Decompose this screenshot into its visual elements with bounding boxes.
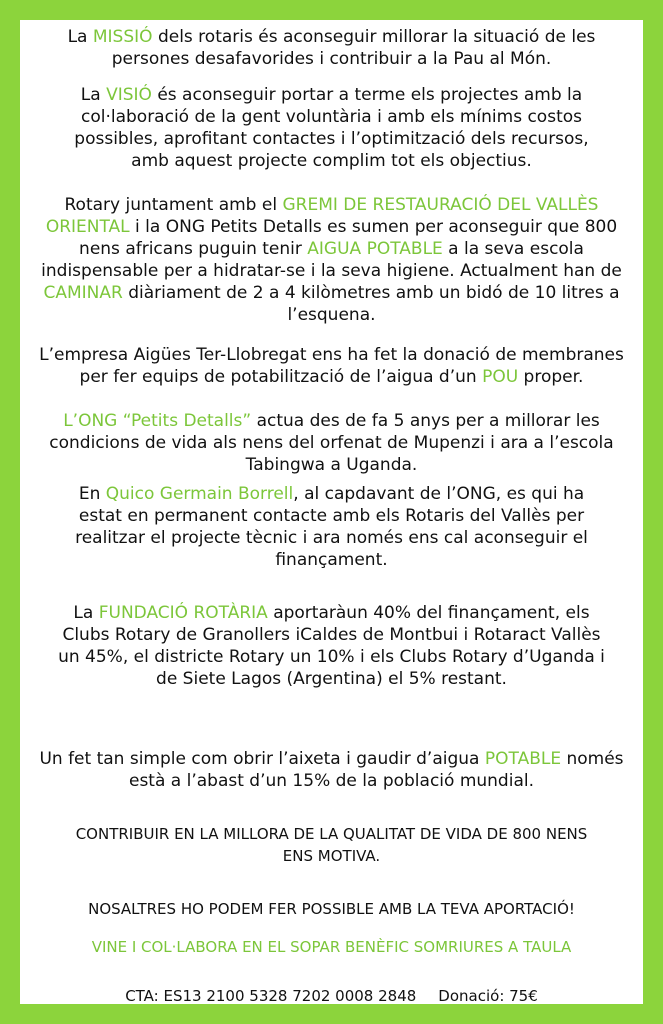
- water-text: Un fet tan simple com obrir l’aixeta i gaudir d’aigua: [39, 749, 485, 769]
- water-paragraph: [28, 748, 635, 792]
- vision-highlight: VISIÓ: [106, 85, 152, 105]
- possible-heading: NOSALTRES HO PODEM FER POSSIBLE AMB LA TEVA APORTACIÓ!: [88, 900, 575, 918]
- mission-text: La: [67, 27, 93, 47]
- gremi-highlight: GREMI DE RESTAURACIÓ DEL VALLÈS ORIENTAL: [45, 195, 599, 237]
- quico-text: En: [78, 484, 106, 504]
- project-text-3: a la seva escola indispensable per a hidratar-se i la seva higiene. Actualment han de: [41, 239, 622, 281]
- donation-paragraph: [30, 344, 633, 388]
- donation-text-end: proper.: [518, 367, 584, 387]
- aigua-potable-highlight: AIGUA POTABLE: [307, 239, 443, 259]
- quico-paragraph: [56, 483, 607, 571]
- mission-text-end: dels rotaris és aconseguir millorar la situació de les persones desafavorides i contribuir a la Pau al Món.: [111, 27, 596, 69]
- mission-highlight: MISSIÓ: [92, 27, 153, 47]
- quico-text-end: , al capdavant de l’ONG, es qui ha estat en permanent contacte amb els Rotaris del Vallès per realitzar el projecte tècnic i ara només ens cal aconseguir el finançament.: [75, 484, 588, 570]
- caminar-highlight: CAMINAR: [43, 283, 123, 303]
- ong-paragraph: [26, 410, 637, 476]
- project-text-4: diàriament de 2 a 4 kilòmetres amb un bidó de 10 litres a l’esquena.: [122, 283, 620, 325]
- mission-paragraph: [55, 26, 608, 70]
- dinner-invitation: VINE I COL·LABORA EN EL SOPAR BENÈFIC SOMRIURES A TAULA: [91, 938, 572, 956]
- bank-account-line: [28, 985, 635, 1007]
- funding-text: La: [73, 603, 99, 623]
- potable-highlight: POTABLE: [484, 749, 562, 769]
- ong-highlight: L’ONG “Petits Detalls”: [63, 411, 252, 431]
- project-text: Rotary juntament amb el: [64, 195, 283, 215]
- motivation-heading: CONTRIBUIR EN LA MILLORA DE LA QUALITAT DE VIDA DE 800 NENS ENS MOTIVA.: [75, 825, 588, 865]
- funding-paragraph: [50, 602, 613, 690]
- vision-paragraph: [56, 84, 607, 172]
- project-paragraph: [28, 194, 635, 326]
- quico-highlight: Quico Germain Borrell: [105, 484, 294, 504]
- donation-text: L’empresa Aigües Ter-Llobregat ens ha fet la donació de membranes per fer equips de potabilització de l’aigua d’un: [39, 345, 624, 387]
- bank-account: CTA: ES13 2100 5328 7202 0008 2848: [125, 987, 417, 1005]
- funding-text-end: aportaràun 40% del finançament, els Clubs Rotary de Granollers iCaldes de Montbui i Rotaract Vallès un 45%, el districte Rotary un 10% i els Clubs Rotary d’Uganda i de Siete Lagos (Argentina) el 5% restant.: [58, 603, 605, 689]
- project-text-2: i la ONG Petits Detalls es sumen per aconseguir que 800 nens africans puguin tenir: [79, 217, 618, 259]
- vision-text: La: [80, 85, 107, 105]
- ong-text: actua des de fa 5 anys per a millorar les condicions de vida als nens del orfenat de Mupenzi i ara a l’escola Tabingwa a Uganda.: [49, 411, 614, 475]
- fundacio-highlight: FUNDACIÓ ROTÀRIA: [98, 603, 268, 623]
- donation-amount: Donació: 75€: [438, 987, 538, 1005]
- water-text-end: només està a l’abast d’un 15% de la població mundial.: [128, 749, 624, 791]
- pou-highlight: POU: [482, 367, 519, 387]
- vision-text-end: és aconseguir portar a terme els projectes amb la col·laboració de la gent voluntària i amb els mínims costos possibles, aprofitant contactes i l’optimització dels recursos, amb aquest projecte complim tot els objectius.: [74, 85, 589, 171]
